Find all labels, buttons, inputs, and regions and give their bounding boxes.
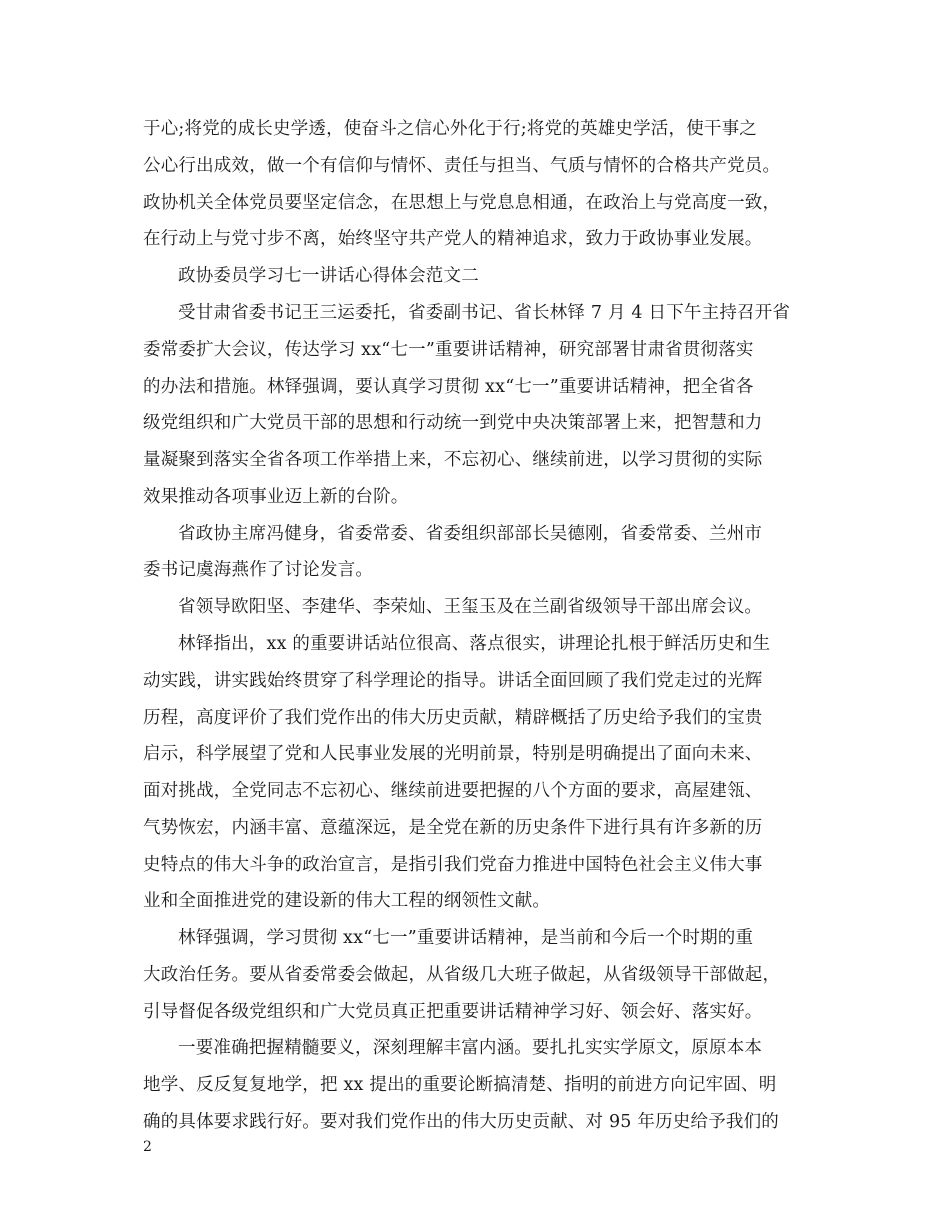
text-line: 面对挑战，全党同志不忘初心、继续前进要把握的八个方面的要求，高屋建瓴、 [143,781,763,801]
text-line: 委常委扩大会议，传达学习 xx“七一”重要讲话精神，研究部署甘肃省贯彻落实 [143,340,754,360]
text-line: 气势恢宏，内涵丰富、意蕴深远，是全党在新的历史条件下进行具有许多新的历 [143,818,763,838]
text-line: 效果推动各项事业迈上新的台阶。 [143,487,409,507]
text-line: 引导督促各级党组织和广大党员真正把重要讲话精神学习好、领会好、落实好。 [143,1002,763,1022]
text-line: 启示，科学展望了党和人民事业发展的光明前景，特别是明确提出了面向未来、 [143,744,763,764]
text-line: 业和全面推进党的建设新的伟大工程的纲领性文献。 [143,891,551,911]
text-line: 林铎指出，xx 的重要讲话站位很高、落点很实，讲理论扎根于鲜活历史和生 [178,634,771,654]
text-line: 于心;将党的成长史学透，使奋斗之信心外化于行;将党的英雄史学活，使干事之 [143,119,757,139]
text-line: 历程，高度评价了我们党作出的伟大历史贡献，精辟概括了历史给予我们的宝贵 [143,708,763,728]
text-line: 大政治任务。要从省委常委会做起，从省级几大班子做起，从省级领导干部做起， [143,965,781,985]
page-number: 2 [143,1139,152,1155]
text-line: 动实践，讲实践始终贯穿了科学理论的指导。讲话全面回顾了我们党走过的光辉 [143,671,763,691]
text-line: 受甘肃省委书记王三运委托，省委副书记、省长林铎 7 月 4 日下午主持召开省 [178,303,791,323]
text-line: 省政协主席冯健身，省委常委、省委组织部部长吴德刚，省委常委、兰州市 [178,524,763,544]
text-line: 公心行出成效，做一个有信仰与情怀、责任与担当、气质与情怀的合格共产党员。 [143,156,781,176]
text-line: 的办法和措施。林铎强调，要认真学习贯彻 xx“七一”重要讲话精神，把全省各 [143,377,754,397]
text-line: 量凝聚到落实全省各项工作举措上来，不忘初心、继续前进，以学习贯彻的实际 [143,450,763,470]
text-line: 省领导欧阳坚、李建华、李荣灿、王玺玉及在兰副省级领导干部出席会议。 [178,597,763,617]
section-heading: 政协委员学习七一讲话心得体会范文二 [178,266,479,286]
text-line: 委书记虞海燕作了讨论发言。 [143,560,374,580]
text-line: 确的具体要求践行好。要对我们党作出的伟大历史贡献、对 95 年历史给予我们的 [143,1112,779,1132]
text-line: 地学、反反复复地学，把 xx 提出的重要论断搞清楚、指明的前进方向记牢固、明 [143,1075,777,1095]
text-line: 林铎强调，学习贯彻 xx“七一”重要讲话精神，是当前和今后一个时期的重 [178,928,754,948]
text-line: 级党组织和广大党员干部的思想和行动统一到党中央决策部署上来，把智慧和力 [143,413,763,433]
text-line: 政协机关全体党员要坚定信念，在思想上与党息息相通，在政治上与党高度一致， [143,193,781,213]
text-line: 史特点的伟大斗争的政治宣言，是指引我们党奋力推进中国特色社会主义伟大事 [143,855,763,875]
text-line: 一要准确把握精髓要义，深刻理解丰富内涵。要扎扎实实学原文，原原本本 [178,1038,763,1058]
text-line: 在行动上与党寸步不离，始终坚守共产党人的精神追求，致力于政协事业发展。 [143,229,763,249]
